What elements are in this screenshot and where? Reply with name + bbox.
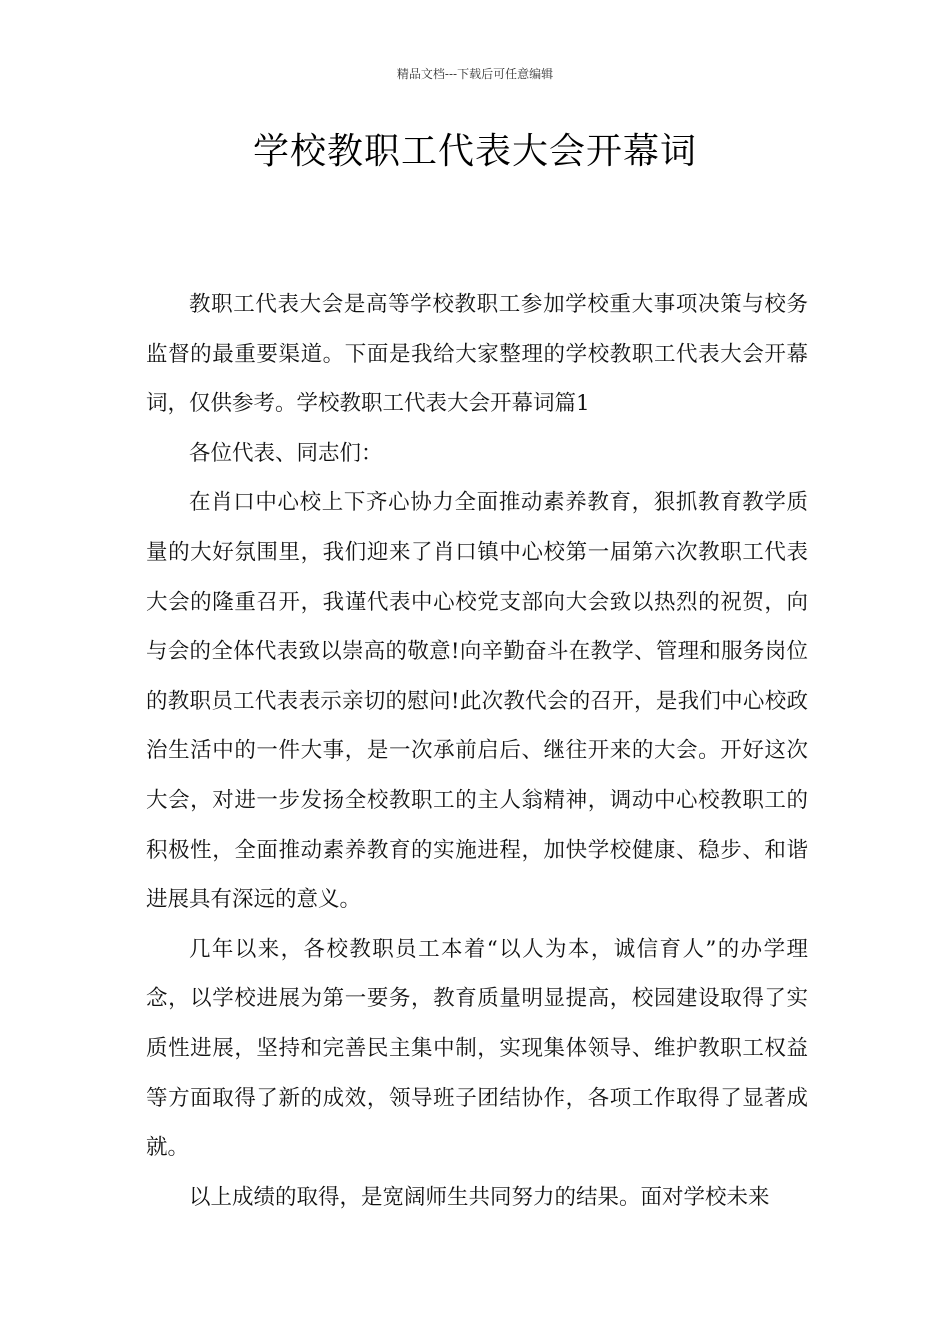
- document-body: [146, 280, 808, 1222]
- paragraph-intro: 教职工代表大会是高等学校教职工参加学校重大事项决策与校务监督的最重要渠道。下面是我给大家整理的学校教职工代表大会开幕词，仅供参考。学校教职工代表大会开幕词篇1: [146, 292, 808, 417]
- page-header-note: 精品文档---下载后可任意编辑: [396, 67, 554, 81]
- paragraph-continuation: 以上成绩的取得，是宽阔师生共同努力的结果。面对学校未来: [189, 1184, 770, 1210]
- paragraph-achievements: 几年以来，各校教职员工本着“以人为本，诚信育人”的办学理念，以学校进展为第一要务，教育质量明显提高，校园建设取得了实质性进展，坚持和完善民主集中制，实现集体领导、维护教职工权益等方面取得了新的成效，领导班子团结协作，各项工作取得了显著成就。: [146, 936, 808, 1161]
- paragraph-opening: 在肖口中心校上下齐心协力全面推动素养教育，狠抓教育教学质量的大好氛围里，我们迎来了肖口镇中心校第一届第六次教职工代表大会的隆重召开，我谨代表中心校党支部向大会致以热烈的祝贺，向与会的全体代表致以崇高的敬意!向辛勤奋斗在教学、管理和服务岗位的教职员工代表表示亲切的慰问!此次教代会的召开，是我们中心校政治生活中的一件大事，是一次承前启后、继往开来的大会。开好这次大会，对进一步发扬全校教职工的主人翁精神，调动中心校教职工的积极性，全面推动素养教育的实施进程，加快学校健康、稳步、和谐进展具有深远的意义。: [146, 490, 808, 913]
- document-title: 学校教职工代表大会开幕词: [252, 131, 697, 172]
- paragraph-salutation: 各位代表、同志们：: [189, 440, 383, 466]
